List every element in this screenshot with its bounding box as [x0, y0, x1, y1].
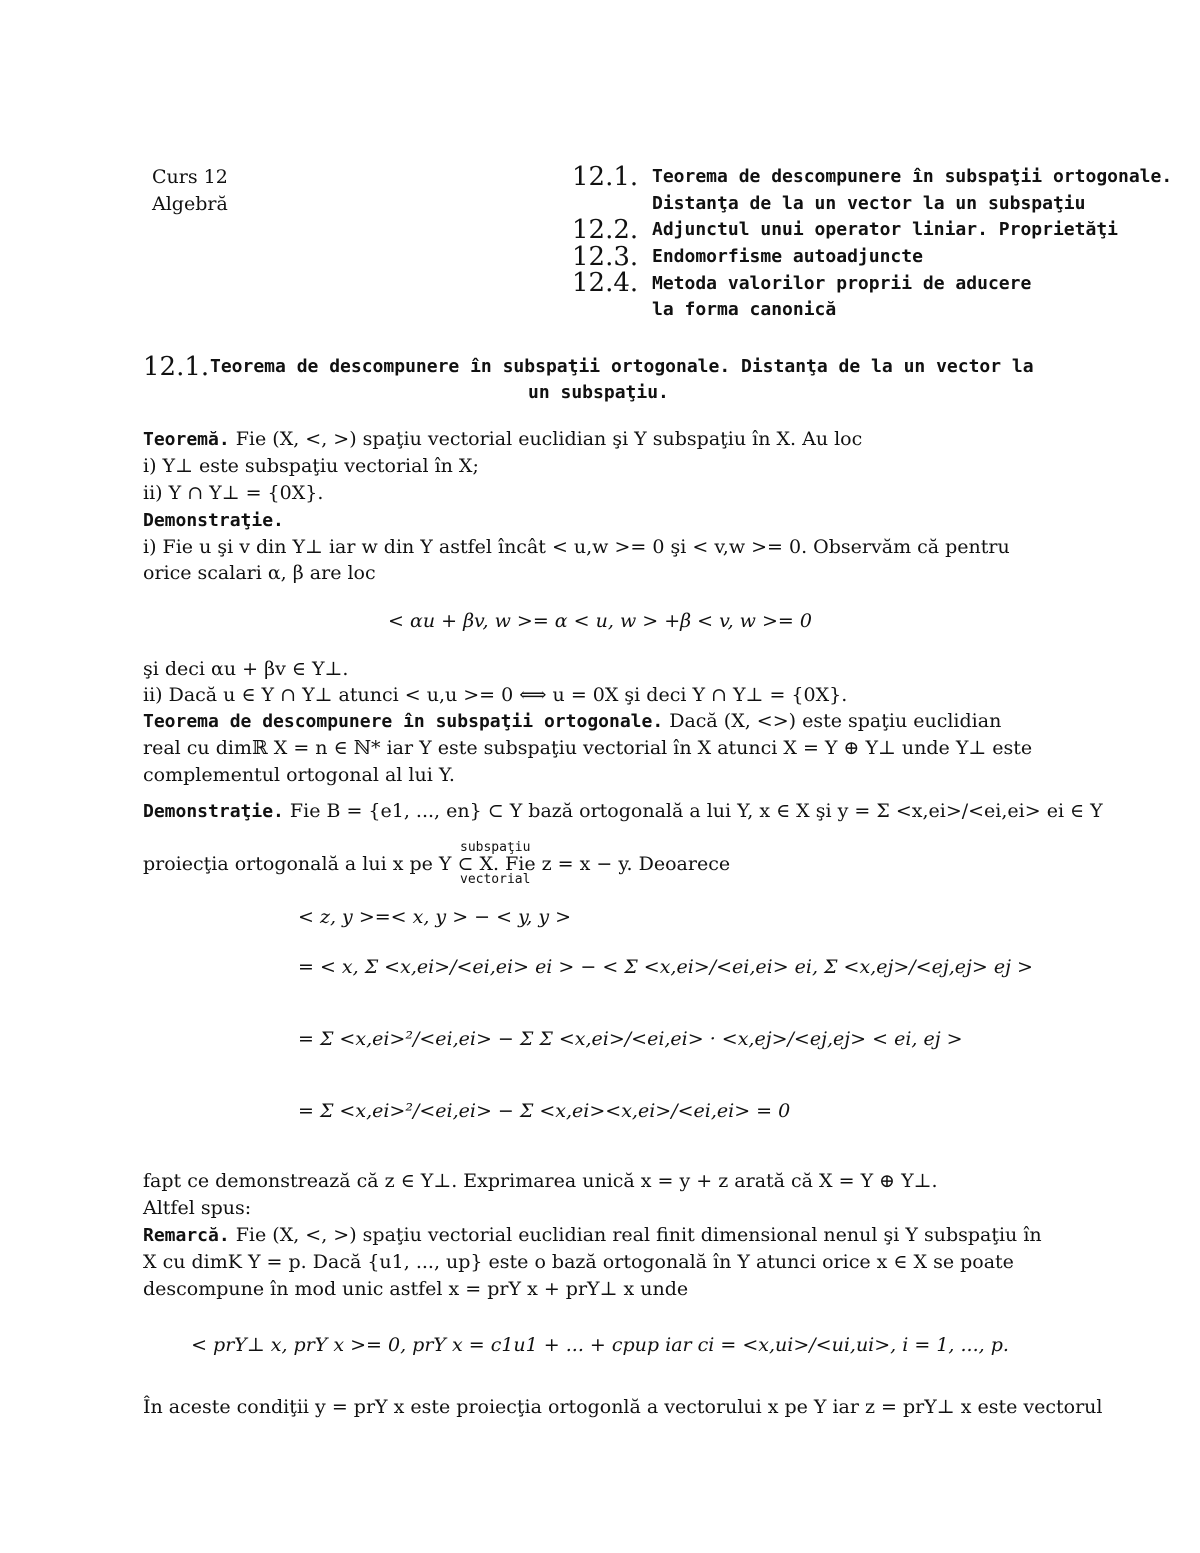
toc-title-1b: Distanţa de la un vector la un subspaţiu — [652, 193, 1086, 214]
theorem-paragraph — [143, 428, 862, 452]
toc-title-1: Teorema de descompunere în subspaţii ortogonale. — [652, 166, 1173, 187]
proof-part-ii: ii) Dacă u ∈ Y ∩ Y⊥ atunci < u,u >= 0 ⟺ u = 0X şi deci Y ∩ Y⊥ = {0X}. — [143, 684, 848, 706]
proof-label: Demonstraţie. — [143, 510, 284, 531]
calc-line-4: = Σ <x,ei>²/<ei,ei> − Σ <x,ei><x,ei>/<ei,ei> = 0 — [298, 1100, 791, 1122]
toc-num-3: 12.3. — [572, 242, 639, 272]
subset-bottom-label: vectorial — [460, 872, 531, 887]
proof-conclusion-i: şi deci αu + βv ∈ Y⊥. — [143, 658, 349, 680]
theorem-text: Fie (X, <, >) spaţiu vectorial euclidian şi Y subspaţiu în X. Au loc — [229, 428, 863, 450]
section-title-line1: Teorema de descompunere în subspaţii ortogonale. Distanţa de la un vector la — [210, 356, 1034, 377]
theorem2-label: Teorema de descompunere în subspaţii ortogonale. — [143, 711, 664, 732]
calc-line-3: = Σ <x,ei>²/<ei,ei> − Σ Σ <x,ei>/<ei,ei> · <x,ej>/<ej,ej> < ei, ej > — [298, 1028, 963, 1050]
proof2-label: Demonstraţie. — [143, 801, 284, 822]
course-label: Curs 12 — [152, 166, 228, 188]
toc-num-1: 12.1. — [572, 162, 639, 192]
toc-title-2: Adjunctul unui operator liniar. Proprietăţi — [652, 219, 1118, 240]
toc-title-3: Endomorfisme autoadjuncte — [652, 246, 923, 267]
projection-line: proiecţia ortogonală a lui x pe Y ⊂ X. Fie z = x − y. Deoarece — [143, 853, 731, 875]
section-title-line2: un subspaţiu. — [528, 382, 669, 403]
theorem2-text: Dacă (X, <>) este spaţiu euclidian — [663, 710, 1002, 732]
toc-num-2: 12.2. — [572, 215, 639, 245]
section-number: 12.1. — [143, 352, 210, 382]
subset-top-label: subspaţiu — [460, 840, 531, 855]
item-ii: ii) Y ∩ Y⊥ = {0X}. — [143, 482, 324, 504]
theorem2-line3: complementul ortogonal al lui Y. — [143, 764, 455, 786]
equation-projection: < prY⊥ x, prY x >= 0, prY x = c1u1 + ... + cpup iar ci = <x,ui>/<ui,ui>, i = 1, ..., p. — [191, 1334, 1009, 1356]
subject-label: Algebră — [152, 193, 228, 215]
toc-title-4b: la forma canonică — [652, 299, 837, 320]
remark-line3: descompune în mod unic astfel x = prY x + prY⊥ x unde — [143, 1278, 689, 1300]
last-line: În aceste condiţii y = prY x este proiecţia ortogonlă a vectorului x pe Y iar z = prY⊥ x este vectorul — [143, 1396, 1103, 1418]
toc-title-4: Metoda valorilor proprii de aducere — [652, 273, 1032, 294]
proof-line-2: orice scalari α, β are loc — [143, 562, 376, 584]
equation-linear-combination: < αu + βv, w >= α < u, w > +β < v, w >= 0 — [388, 610, 812, 632]
toc-num-4: 12.4. — [572, 268, 639, 298]
in-other-words: Altfel spus: — [143, 1197, 252, 1219]
proof2-paragraph — [143, 800, 1103, 824]
remark-paragraph — [143, 1224, 1042, 1248]
remark-label: Remarcă. — [143, 1225, 230, 1246]
theorem2-line2: real cu dimℝ X = n ∈ ℕ* iar Y este subspaţiu vectorial în X atunci X = Y ⊕ Y⊥ unde Y⊥ este — [143, 737, 1033, 759]
fact-line: fapt ce demonstrează că z ∈ Y⊥. Exprimarea unică x = y + z arată că X = Y ⊕ Y⊥. — [143, 1170, 938, 1192]
theorem-label: Teoremă. — [143, 429, 230, 450]
remark-text: Fie (X, <, >) spaţiu vectorial euclidian real finit dimensional nenul şi Y subspaţiu în — [229, 1224, 1042, 1246]
calc-line-1: < z, y >=< x, y > − < y, y > — [298, 906, 572, 928]
proof-line-1: i) Fie u şi v din Y⊥ iar w din Y astfel încât < u,w >= 0 şi < v,w >= 0. Observăm că pentru — [143, 536, 1010, 558]
calc-line-2: = < x, Σ <x,ei>/<ei,ei> ei > − < Σ <x,ei>/<ei,ei> ei, Σ <x,ej>/<ej,ej> ej > — [298, 956, 1033, 978]
remark-line2: X cu dimK Y = p. Dacă {u1, ..., up} este o bază ortogonală în Y atunci orice x ∈ X se poate — [143, 1251, 1014, 1273]
proof2-text: Fie B = {e1, ..., en} ⊂ Y bază ortogonală a lui Y, x ∈ X şi y = Σ <x,ei>/<ei,ei> ei ∈ Y — [283, 800, 1103, 822]
theorem2-paragraph — [143, 710, 1001, 734]
item-i: i) Y⊥ este subspaţiu vectorial în X; — [143, 455, 479, 477]
